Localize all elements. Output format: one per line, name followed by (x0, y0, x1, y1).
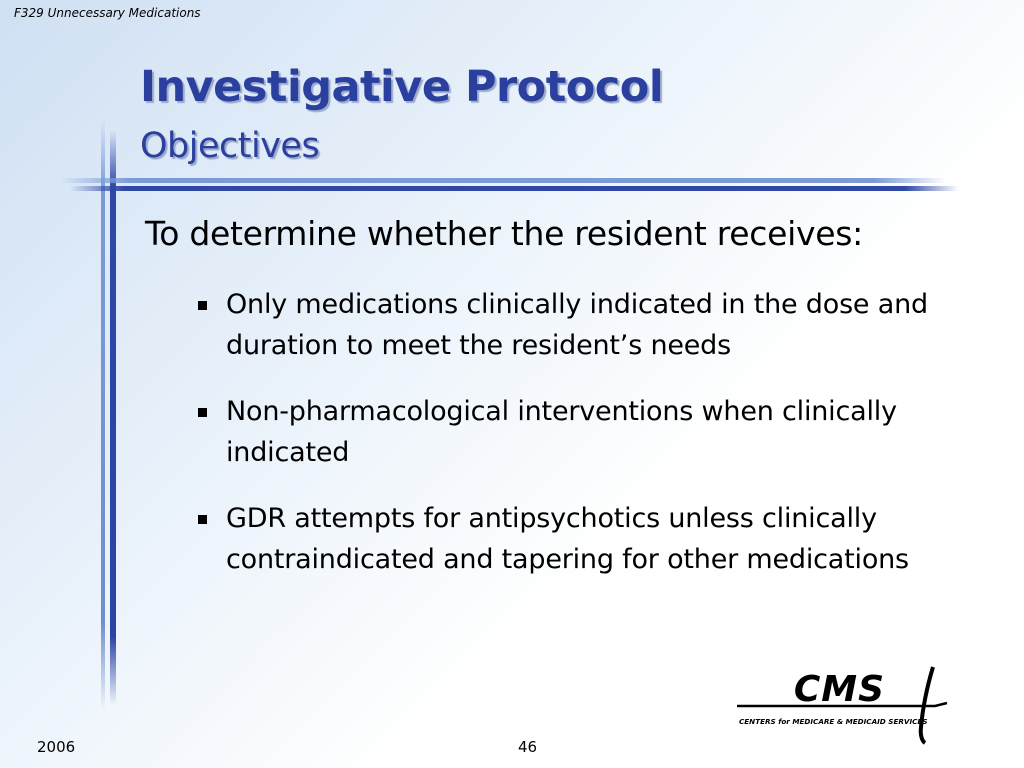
page-number: 46 (518, 738, 538, 756)
cms-logo (735, 665, 955, 745)
bullet-item (196, 498, 996, 580)
slide-title: Investigative Protocol (140, 62, 664, 112)
bullet-list (196, 284, 996, 580)
horizontal-rule-light (60, 178, 945, 183)
cms-wordmark: CMS (793, 669, 885, 710)
bullet-item (196, 284, 996, 366)
square-bullet-icon (198, 408, 207, 417)
horizontal-rule-dark (70, 186, 958, 191)
vertical-rule-light (101, 120, 105, 710)
slide-subtitle: Objectives (140, 126, 320, 166)
bullet-text: Only medications clinically indicated in the dose and duration to meet the resident’s needs (226, 289, 928, 361)
footer-year: 2006 (37, 738, 76, 756)
vertical-rule-dark (110, 130, 116, 705)
square-bullet-icon (198, 301, 207, 310)
bullet-item (196, 391, 996, 473)
bullet-text: Non-pharmacological interventions when clinically indicated (226, 396, 897, 468)
intro-text: To determine whether the resident receives: (145, 214, 863, 253)
cms-caption: CENTERS for MEDICARE & MEDICAID SERVICES (739, 717, 928, 726)
square-bullet-icon (198, 515, 207, 524)
header-text: F329 Unnecessary Medications (14, 6, 201, 20)
bullet-text: GDR attempts for antipsychotics unless clinically contraindicated and tapering for other medications (226, 503, 909, 575)
